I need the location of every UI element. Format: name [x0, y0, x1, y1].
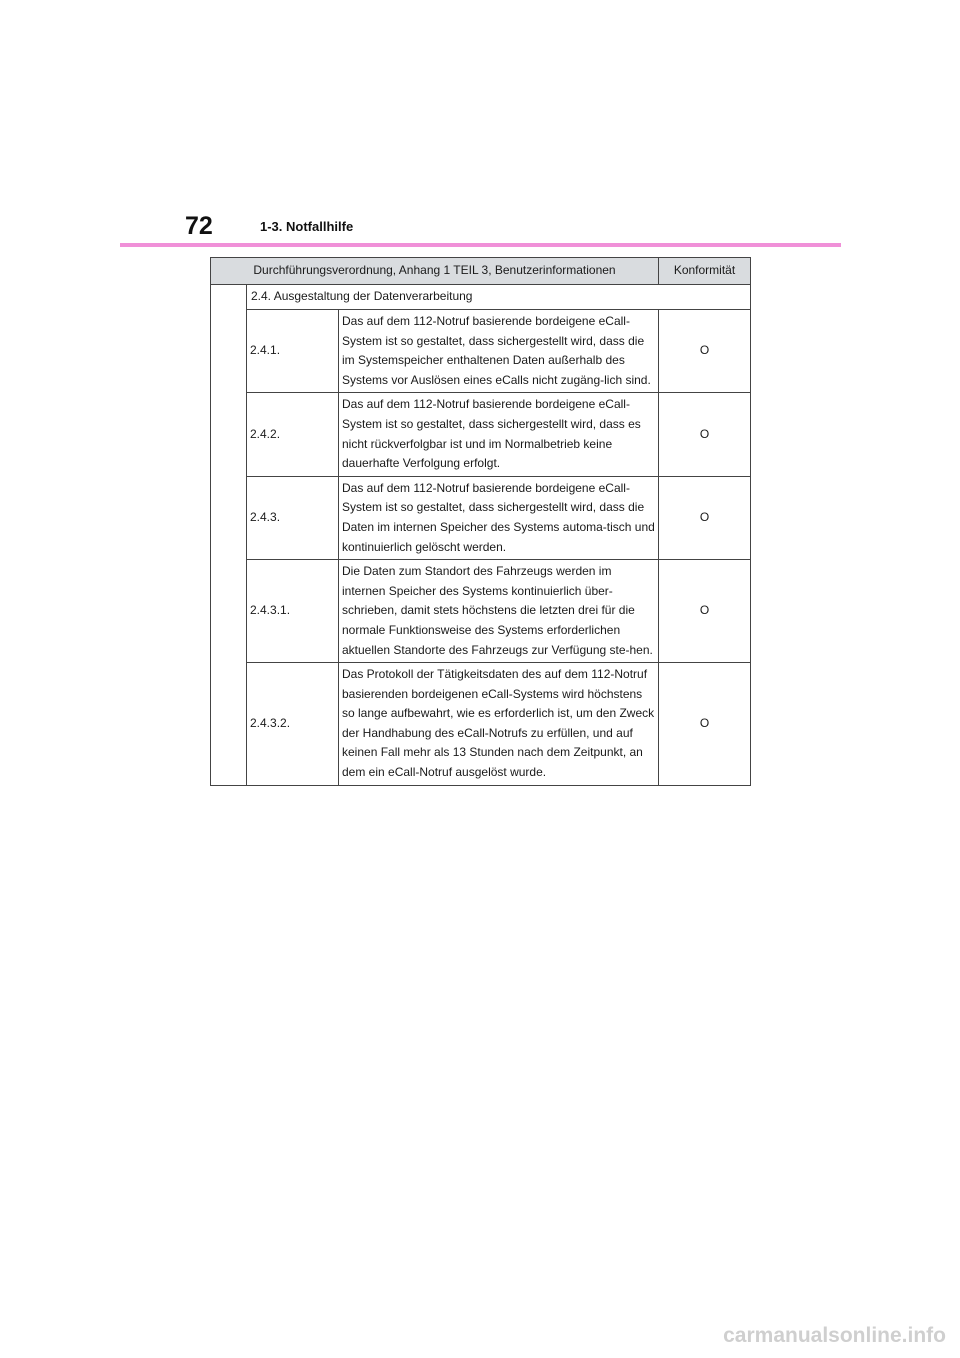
row-conformity: O: [659, 310, 751, 393]
table-row: [211, 560, 751, 663]
watermark: carmanualsonline.info: [723, 1324, 946, 1347]
column-header-conformity: Konformität: [659, 258, 751, 285]
indent-cell: [211, 285, 247, 786]
row-text: Das Protokoll der Tätigkeitsdaten des auf dem 112-Notruf basierenden bordeigenen eCall-Systems wird höchstens so lange aufbewahrt, wie es erforderlich ist, um den Zweck der Handhabung des eCall-Notrufs zu erfüllen, und auf keinen Fall mehr als 13 Stunden nach dem Zeitpunkt, an dem ein eCall-Notruf ausgelöst wurde.: [339, 663, 659, 786]
row-id: 2.4.1.: [247, 310, 339, 393]
header-rule: [120, 243, 841, 247]
table-header-row: [211, 258, 751, 285]
row-conformity: O: [659, 663, 751, 786]
page-number: 72: [185, 212, 213, 240]
subheading-row: [211, 285, 751, 310]
row-text: Die Daten zum Standort des Fahrzeugs werden im internen Speicher des Systems kontinuierlich über-schrieben, damit stets höchstens die letzten drei für die normale Funktionsweise des Systems erforderlichen aktuellen Standorte des Fahrzeugs zur Verfügung ste-hen.: [339, 560, 659, 663]
row-id: 2.4.3.: [247, 476, 339, 559]
table-row: [211, 310, 751, 393]
column-header-regulation: Durchführungsverordnung, Anhang 1 TEIL 3, Benutzerinformationen: [211, 258, 659, 285]
row-conformity: O: [659, 476, 751, 559]
row-text: Das auf dem 112-Notruf basierende bordeigene eCall-System ist so gestaltet, dass sichergestellt wird, dass die im Systemspeicher enthaltenen Daten außerhalb des Systems vor Auslösen eines eCalls nicht zugäng-lich sind.: [339, 310, 659, 393]
row-id: 2.4.2.: [247, 393, 339, 476]
regulation-table: [210, 257, 751, 786]
row-id: 2.4.3.2.: [247, 663, 339, 786]
row-text: Das auf dem 112-Notruf basierende bordeigene eCall-System ist so gestaltet, dass sichergestellt wird, dass die Daten im internen Speicher des Systems automa-tisch und kontinuierlich gelöscht werden.: [339, 476, 659, 559]
row-conformity: O: [659, 393, 751, 476]
table-row: [211, 663, 751, 786]
section-title: 1-3. Notfallhilfe: [260, 219, 354, 234]
row-id: 2.4.3.1.: [247, 560, 339, 663]
subheading-cell: 2.4. Ausgestaltung der Datenverarbeitung: [247, 285, 751, 310]
table-row: [211, 476, 751, 559]
table-row: [211, 393, 751, 476]
row-conformity: O: [659, 560, 751, 663]
row-text: Das auf dem 112-Notruf basierende bordeigene eCall-System ist so gestaltet, dass sichergestellt wird, dass es nicht rückverfolgbar ist und im Normalbetrieb keine dauerhafte Verfolgung erfolgt.: [339, 393, 659, 476]
